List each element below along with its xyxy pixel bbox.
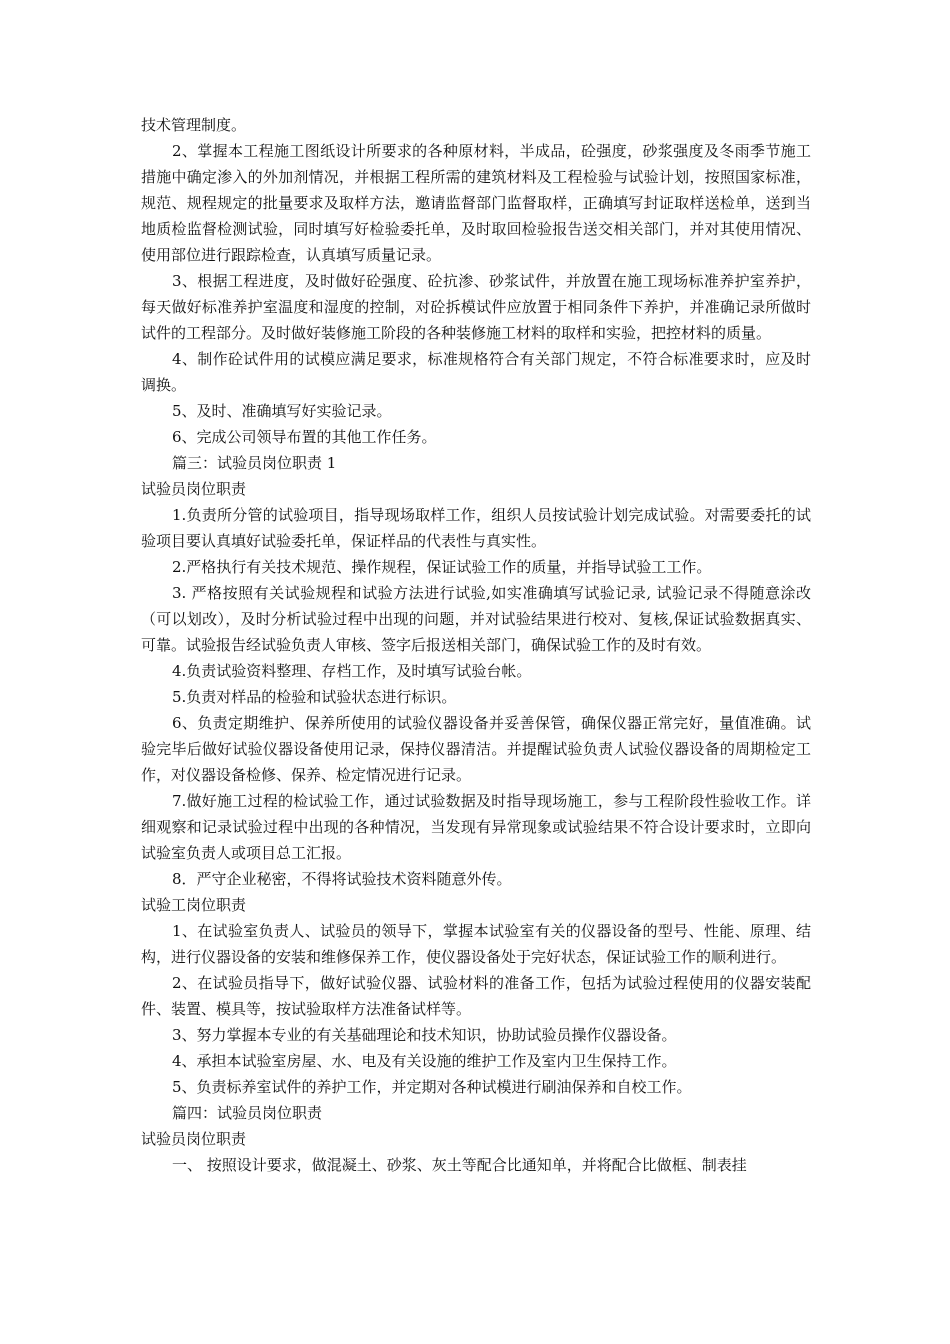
paragraph: 技术管理制度。 (141, 116, 247, 134)
section-heading: 篇四：试验员岗位职责 (172, 1104, 323, 1122)
paragraph: 7.做好施工过程的检试验工作，通过试验数据及时指导现场施工，参与工程阶段性验收工作。详细观察和记录试验过程中出现的各种情况，当发现有异常现象或试验结果不符合设计要求时，立即向试验室负责人或项目总工汇报。 (141, 792, 811, 862)
paragraph: 2、掌握本工程施工图纸设计所要求的各种原材料，半成品，砼强度，砂浆强度及冬雨季节施工措施中确定渗入的外加剂情况，并根据工程所需的建筑材料及工程检验与试验计划，按照国家标准，规范、规程规定的批量要求及取样方法，邀请监督部门监督取样，正确填写封证取样送检单，送到当地质检监督检测试验，同时填写好检验委托单，及时取回检验报告送交相关部门，并对其使用情况、使用部位进行跟踪检查，认真填写质量记录。 (141, 142, 811, 264)
document-body (141, 112, 811, 1178)
paragraph: 5、负责标养室试件的养护工作，并定期对各种试模进行刷油保养和自校工作。 (172, 1078, 692, 1096)
subsection-heading: 试验员岗位职责 (141, 480, 247, 498)
section-heading: 篇三：试验员岗位职责 1 (172, 454, 337, 472)
paragraph: 1、在试验室负责人、试验员的领导下，掌握本试验室有关的仪器设备的型号、性能、原理、结构，进行仪器设备的安装和维修保养工作，使仪器设备处于完好状态，保证试验工作的顺利进行。 (141, 922, 811, 966)
paragraph: 6、负责定期维护、保养所使用的试验仪器设备并妥善保管，确保仪器正常完好，量值准确。试验完毕后做好试验仪器设备使用记录，保持仪器清洁。并提醒试验负责人试验仪器设备的周期检定工作，对仪器设备检修、保养、检定情况进行记录。 (141, 714, 811, 784)
paragraph: 3、根据工程进度，及时做好砼强度、砼抗渗、砂浆试件，并放置在施工现场标准养护室养护，每天做好标准养护室温度和湿度的控制，对砼拆模试件应放置于相同条件下养护，并准确记录所做时试件的工程部分。及时做好装修施工阶段的各种装修施工材料的取样和实验，把控材料的质量。 (141, 272, 811, 342)
paragraph: 6、完成公司领导布置的其他工作任务。 (172, 428, 437, 446)
paragraph: 1.负责所分管的试验项目，指导现场取样工作，组织人员按试验计划完成试验。对需要委托的试验项目要认真填好试验委托单，保证样品的代表性与真实性。 (141, 506, 811, 550)
paragraph: 4.负责试验资料整理、存档工作，及时填写试验台帐。 (172, 662, 532, 680)
paragraph: 5.负责对样品的检验和试验状态进行标识。 (172, 688, 457, 706)
paragraph: 8．严守企业秘密，不得将试验技术资料随意外传。 (172, 870, 512, 888)
paragraph: 4、承担本试验室房屋、水、电及有关设施的维护工作及室内卫生保持工作。 (172, 1052, 677, 1070)
subsection-heading: 试验员岗位职责 (141, 1130, 247, 1148)
paragraph: 3、努力掌握本专业的有关基础理论和技术知识，协助试验员操作仪器设备。 (172, 1026, 677, 1044)
paragraph: 一、 按照设计要求，做混凝土、砂浆、灰土等配合比通知单，并将配合比做框、制表挂 (172, 1156, 747, 1174)
paragraph: 2.严格执行有关技术规范、操作规程，保证试验工作的质量，并指导试验工工作。 (172, 558, 712, 576)
paragraph: 3. 严格按照有关试验规程和试验方法进行试验,如实准确填写试验记录, 试验记录不得随意涂改（可以划改），及时分析试验过程中出现的问题，并对试验结果进行校对、复核,保证试验数据真实、可靠。试验报告经试验负责人审核、签字后报送相关部门，确保试验工作的及时有效。 (141, 584, 811, 654)
paragraph: 4、制作砼试件用的试模应满足要求，标准规格符合有关部门规定，不符合标准要求时，应及时调换。 (141, 350, 811, 394)
paragraph: 2、在试验员指导下，做好试验仪器、试验材料的准备工作，包括为试验过程使用的仪器安装配件、装置、模具等，按试验取样方法准备试样等。 (141, 974, 811, 1018)
subsection-heading: 试验工岗位职责 (141, 896, 247, 914)
paragraph: 5、及时、准确填写好实验记录。 (172, 402, 392, 420)
